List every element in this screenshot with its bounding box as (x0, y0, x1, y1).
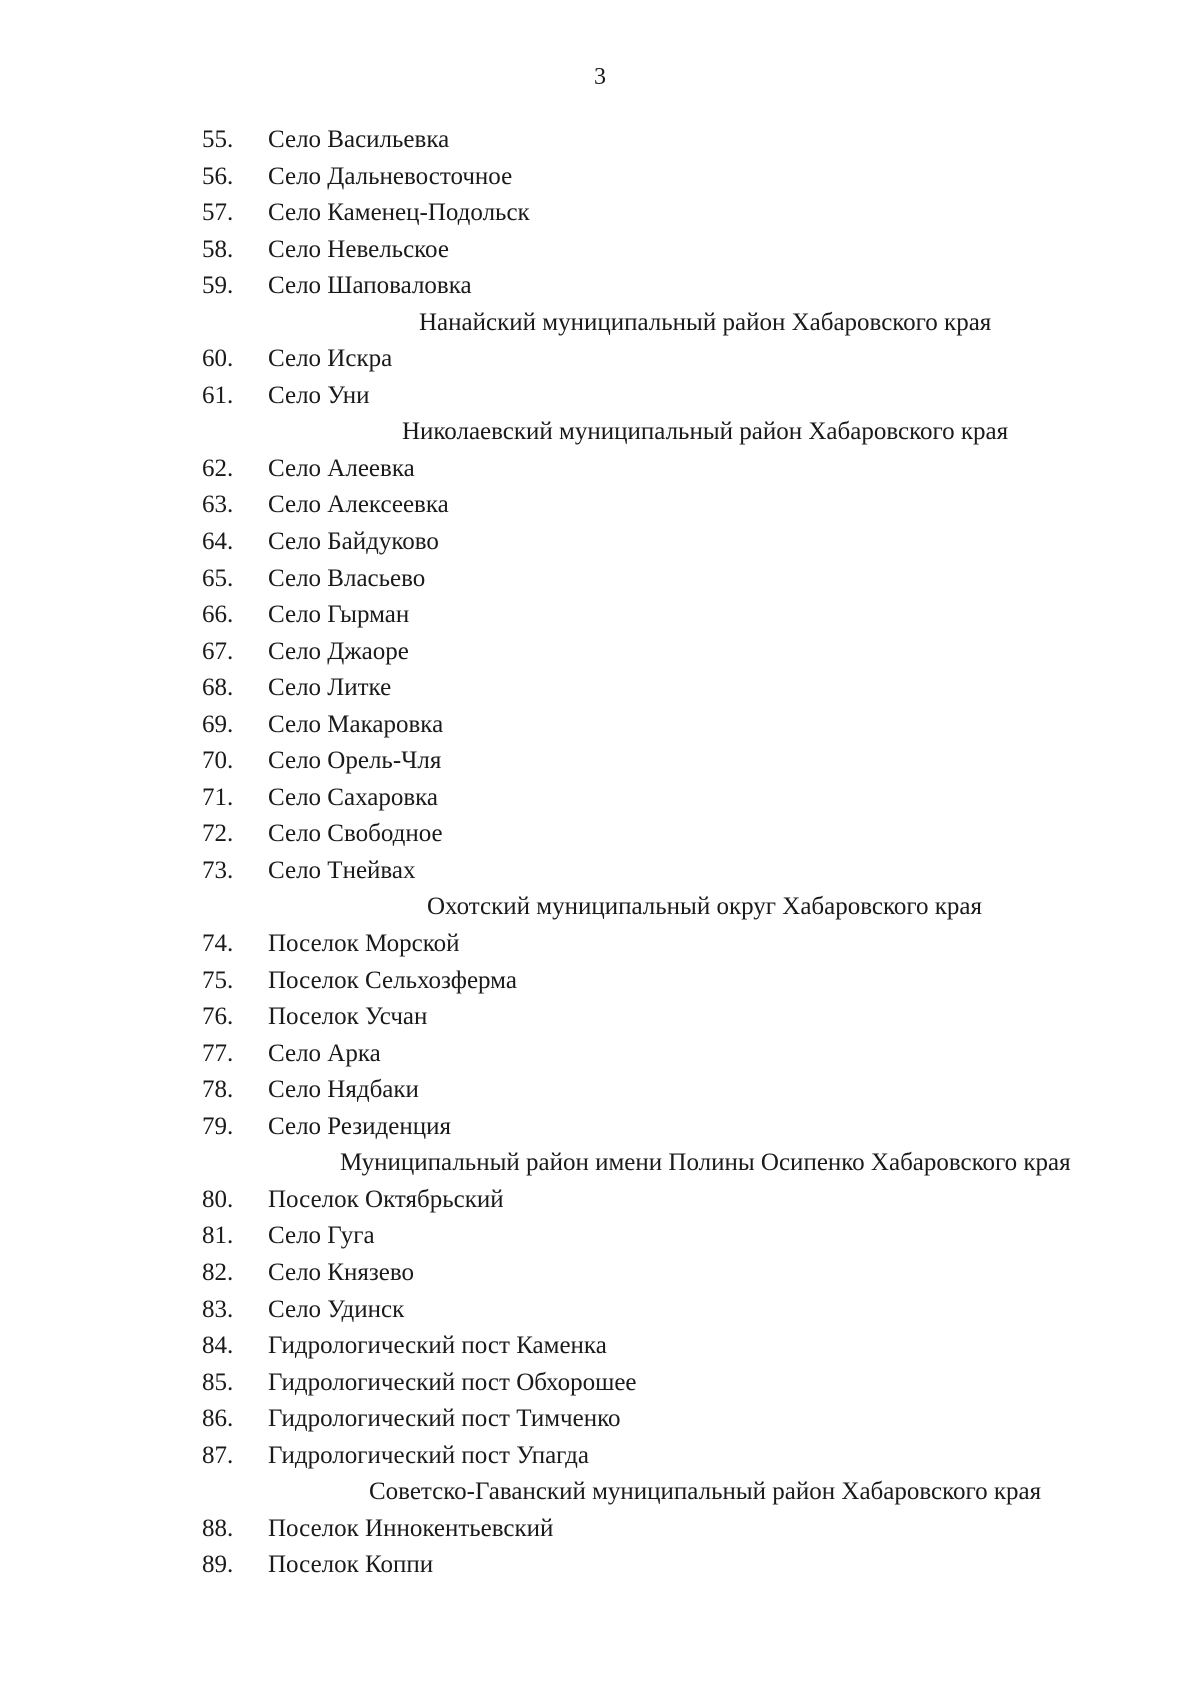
list-item-name: Село Гуга (268, 1222, 375, 1250)
list-item-number: 63. (202, 491, 234, 519)
list-item (0, 1182, 1200, 1219)
list-item (0, 634, 1200, 671)
list-item (0, 1401, 1200, 1438)
list-item (0, 1547, 1200, 1584)
list-item-number: 79. (202, 1112, 234, 1140)
list-item (0, 1109, 1200, 1146)
list-item (0, 524, 1200, 561)
district-heading-text: Нанайский муниципальный район Хабаровского края (419, 308, 992, 336)
page-number: 3 (594, 64, 606, 90)
list-item-name: Село Васильевка (268, 126, 450, 153)
list-item-number: 76. (202, 1003, 234, 1031)
list-item-number: 61. (202, 381, 234, 409)
list-item-name: Поселок Морской (268, 930, 460, 958)
list-item (0, 1072, 1200, 1109)
list-item-name: Село Резиденция (268, 1112, 451, 1140)
list-item (0, 743, 1200, 780)
list-item-number: 69. (202, 710, 234, 738)
list-item-name: Село Макаровка (268, 710, 444, 738)
list-item-name: Гидрологический пост Упагда (268, 1441, 589, 1469)
district-heading (0, 889, 1200, 926)
list-item (0, 1438, 1200, 1475)
list-item (0, 195, 1200, 232)
list-item (0, 487, 1200, 524)
list-item (0, 780, 1200, 817)
list-item-number: 85. (202, 1368, 234, 1396)
list-item-name: Село Свободное (268, 820, 443, 848)
list-item-name: Село Сахаровка (268, 783, 439, 811)
list-item-name: Село Власьево (268, 564, 426, 592)
list-item-name: Село Дальневосточное (268, 162, 513, 190)
list-item-name: Село Уни (268, 381, 370, 409)
list-item-number: 64. (202, 528, 234, 556)
list-item-name: Село Тнейвах (268, 856, 416, 884)
list-item-name: Село Искра (268, 345, 393, 373)
list-item-number: 78. (202, 1076, 234, 1104)
list-item (0, 670, 1200, 707)
list-item-name: Поселок Коппи (268, 1551, 434, 1579)
list-item-number: 56. (202, 162, 234, 190)
list-item-number: 83. (202, 1295, 234, 1323)
list-item (0, 707, 1200, 744)
list-item-number: 77. (202, 1039, 234, 1067)
list-item (0, 853, 1200, 890)
list-item (0, 378, 1200, 415)
list-item-number: 68. (202, 674, 234, 702)
list-item (0, 1328, 1200, 1365)
list-item-number: 57. (202, 199, 234, 227)
list-item (0, 232, 1200, 269)
list-item-name: Гидрологический пост Обхорошее (268, 1368, 637, 1396)
list-item (0, 999, 1200, 1036)
list-item-number: 73. (202, 856, 234, 884)
list-item-name: Село Гырман (268, 601, 410, 629)
list-item-number: 86. (202, 1405, 234, 1433)
list-item (0, 451, 1200, 488)
list-item-name: Гидрологический пост Тимченко (268, 1405, 621, 1433)
list-item (0, 561, 1200, 598)
list-item-number: 84. (202, 1332, 234, 1360)
list-item-name: Поселок Иннокентьевский (268, 1514, 554, 1542)
list-item-name: Село Нядбаки (268, 1076, 419, 1104)
list-item (0, 1365, 1200, 1402)
list-item-number: 70. (202, 747, 234, 775)
district-heading-text: Советско-Гаванский муниципальный район Хабаровского края (369, 1478, 1042, 1506)
list-item-name: Село Удинск (268, 1295, 405, 1323)
district-heading (0, 305, 1200, 342)
list-item-name: Село Шаповаловка (268, 272, 472, 300)
list-item-number: 67. (202, 637, 234, 665)
list-item (0, 122, 1200, 159)
list-item (0, 341, 1200, 378)
list-item (0, 816, 1200, 853)
list-item (0, 268, 1200, 305)
list-item-name: Поселок Сельхозферма (268, 966, 517, 994)
list-item-name: Село Байдуково (268, 528, 439, 556)
settlement-list (0, 122, 1200, 1584)
district-heading-text: Охотский муниципальный округ Хабаровского края (427, 893, 983, 921)
list-item-name: Село Каменец-Подольск (268, 199, 530, 227)
list-item-number: 88. (202, 1514, 234, 1542)
list-item-number: 62. (202, 454, 234, 482)
list-item (0, 1036, 1200, 1073)
list-item-number: 89. (202, 1551, 234, 1579)
list-item-number: 71. (202, 783, 234, 811)
district-heading (0, 1474, 1200, 1511)
list-item-number: 60. (202, 345, 234, 373)
list-item (0, 1218, 1200, 1255)
list-item-number: 81. (202, 1222, 234, 1250)
list-item-name: Село Алеевка (268, 454, 415, 482)
district-heading-text: Муниципальный район имени Полины Осипенко Хабаровского края (340, 1149, 1071, 1177)
list-item (0, 1255, 1200, 1292)
list-item-name: Село Невельское (268, 235, 449, 263)
district-heading-text: Николаевский муниципальный район Хабаровского края (402, 418, 1009, 446)
list-item-name: Село Арка (268, 1039, 381, 1067)
list-item (0, 1511, 1200, 1548)
list-item-number: 58. (202, 235, 234, 263)
district-heading (0, 1145, 1200, 1182)
list-item-number: 82. (202, 1258, 234, 1286)
list-item-name: Село Джаоре (268, 637, 409, 665)
list-item-name: Поселок Усчан (268, 1003, 428, 1031)
list-item-name: Село Орель-Чля (268, 747, 442, 775)
district-heading (0, 414, 1200, 451)
list-item-name: Гидрологический пост Каменка (268, 1332, 607, 1360)
list-item (0, 963, 1200, 1000)
list-item-name: Село Алексеевка (268, 491, 449, 519)
list-item-number: 87. (202, 1441, 234, 1469)
list-item-number: 72. (202, 820, 234, 848)
list-item-number: 80. (202, 1185, 234, 1213)
list-item-number: 74. (202, 930, 234, 958)
list-item-name: Поселок Октябрьский (268, 1185, 504, 1213)
list-item-number: 66. (202, 601, 234, 629)
list-item-number: 59. (202, 272, 234, 300)
list-item (0, 159, 1200, 196)
list-item (0, 1292, 1200, 1329)
list-item-number: 65. (202, 564, 234, 592)
list-item-name: Село Князево (268, 1258, 414, 1286)
list-item (0, 926, 1200, 963)
list-item-number: 75. (202, 966, 234, 994)
list-item-name: Село Литке (268, 674, 392, 702)
list-item-number: 55. (202, 126, 234, 153)
list-item (0, 597, 1200, 634)
